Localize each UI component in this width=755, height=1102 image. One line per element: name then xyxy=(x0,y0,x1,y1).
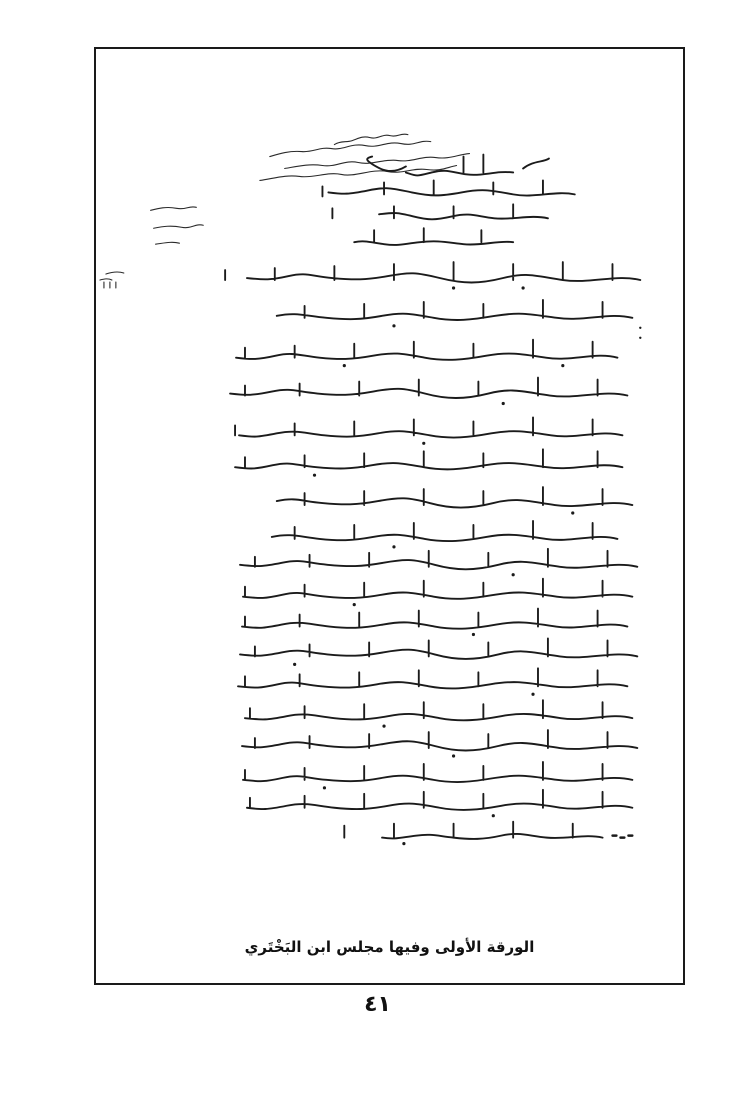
marginal-notes-left xyxy=(100,207,203,288)
page-number: ٤١ xyxy=(364,992,391,1017)
manuscript-text-lines xyxy=(225,155,640,839)
page-frame xyxy=(94,47,685,985)
page-caption: الورقة الأولى وفيها مجلس ابن البَخْتَري xyxy=(244,938,535,956)
manuscript-image xyxy=(96,49,683,983)
marginal-notes-top xyxy=(260,134,470,180)
